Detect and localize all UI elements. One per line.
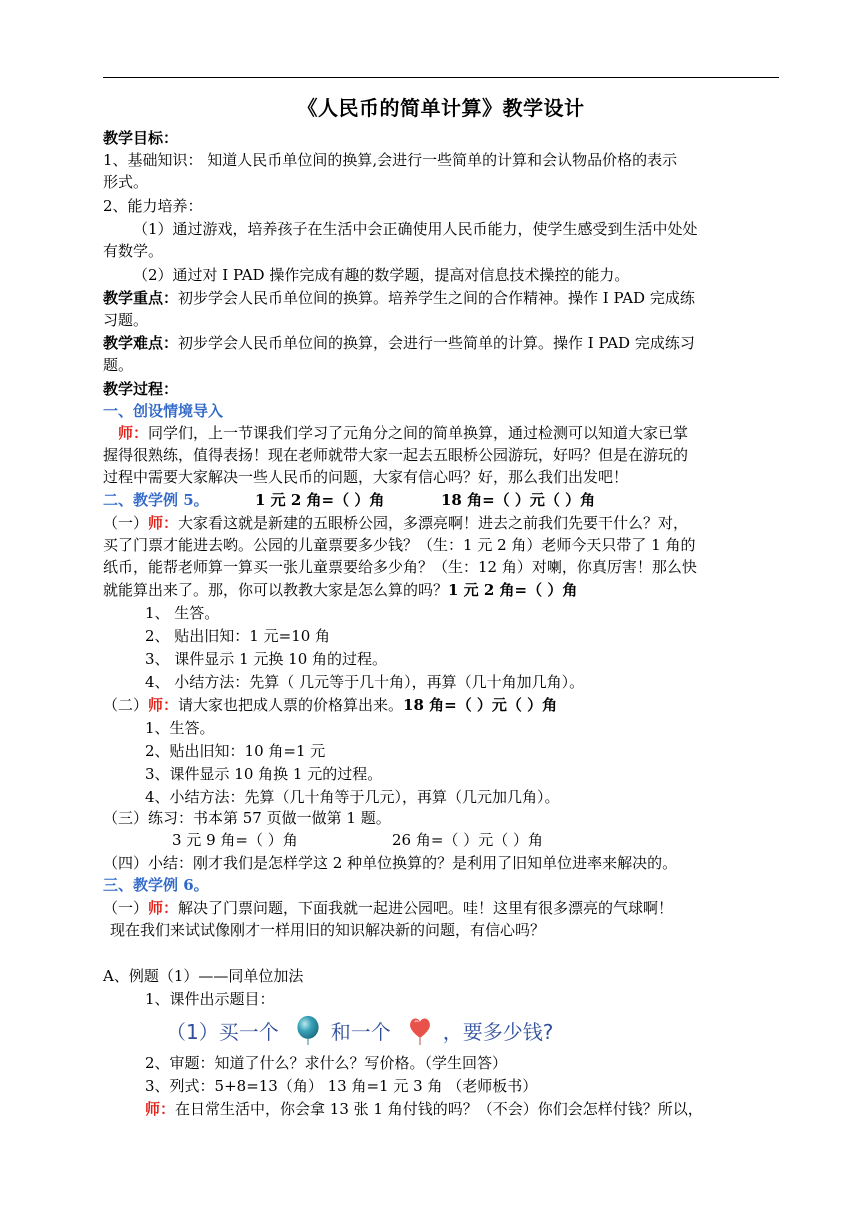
part1-item-1: 1、 生答。	[145, 604, 220, 622]
part2-item-4: 4、小结方法：先算（几十角等于几元），再算（几元加几角）。	[145, 788, 560, 806]
last-text: 在日常生活中，你会拿 13 张 1 角付钱的吗？（不会）你们会怎样付钱？所以，	[175, 1100, 703, 1118]
example-a-item-2: 2、审题：知道了什么？求什么？写价格。（学生回答）	[145, 1054, 508, 1072]
section3-heading: 三、教学例 6。	[103, 876, 209, 894]
section3-prefix: （一）	[103, 899, 149, 917]
goal-line-1b: 形式。	[103, 173, 149, 191]
section1-text-a: 同学们，上一节课我们学习了元角分之间的简单换算，通过检测可以知道大家已掌	[148, 424, 689, 442]
part2-item-3: 3、课件显示 10 角换 1 元的过程。	[145, 765, 383, 783]
goal-line-2: 2、能力培养：	[103, 197, 203, 215]
section2-heading-row	[103, 489, 209, 511]
page-title: 《人民币的简单计算》教学设计	[297, 96, 585, 120]
difficulty-text-b: 题。	[103, 356, 134, 374]
section2-question-1: 1 元 2 角=（ ）角	[255, 491, 385, 509]
part1-line-a	[103, 512, 688, 534]
part4-text: （四）小结：刚才我们是怎样学这 2 种单位换算的？是利用了旧知单位进率来解决的。	[103, 854, 678, 872]
key-point-text-b: 习题。	[103, 311, 149, 329]
teacher-label: 师：	[148, 514, 179, 532]
part2-item-1: 1、生答。	[145, 719, 215, 737]
section2-heading: 二、教学例 5。	[103, 491, 209, 509]
goal-line-4: （2）通过对 I PAD 操作完成有趣的数学题，提高对信息技术操控的能力。	[133, 266, 630, 284]
part1-text-c: 纸币，能帮老师算一算买一张儿童票要给多少角？（生：12 角）对喇，你真厉害！那么快	[103, 558, 697, 576]
section1-line-a	[118, 422, 688, 444]
difficulty-label: 教学难点：	[103, 334, 179, 352]
part1-text-b: 买了门票才能进去哟。公园的儿童票要多少钱？（生：1 元 2 角）老师今天只带了 1 角的	[103, 536, 696, 554]
goal-line-3b: 有数学。	[103, 242, 164, 260]
goal-line-1a: 1、基础知识： 知道人民币单位间的换算,会进行一些简单的计算和会认物品价格的表示	[103, 151, 678, 169]
section1-text-b: 握得很熟练，值得表扬！现在老师就带大家一起去五眼桥公园游玩，好吗？但是在游玩的	[103, 446, 689, 464]
example-a-heading: A、例题（1）——同单位加法	[103, 967, 304, 985]
part2-text: 请大家也把成人票的价格算出来。	[178, 696, 404, 714]
example-a-item-3: 3、列式：5+8=13（角） 13 角=1 元 3 角 （老师板书）	[145, 1077, 538, 1095]
teal-balloon-icon	[293, 1015, 323, 1045]
teacher-label: 师：	[148, 696, 179, 714]
question-mid: 和一个	[330, 1019, 391, 1044]
part1-item-2: 2、 贴出旧知：1 元=10 角	[145, 627, 331, 645]
part3-question-2: 26 角=（ ）元（ ）角	[392, 831, 543, 849]
section1-text-c: 过程中需要大家解决一些人民币的问题，大家有信心吗？好，那么我们出发吧！	[103, 468, 629, 486]
teacher-label: 师：	[118, 424, 149, 442]
part2-question: 18 角=（ ）元（ ）角	[403, 696, 558, 714]
header-rule	[103, 77, 779, 78]
process-heading: 教学过程：	[103, 380, 179, 398]
part2-item-2: 2、贴出旧知：10 角=1 元	[145, 742, 326, 760]
teacher-label: 师：	[145, 1100, 176, 1118]
example-a-item-1: 1、课件出示题目：	[145, 990, 275, 1008]
section1-heading: 一、创设情境导入	[103, 402, 224, 420]
section2-question-2: 18 角=（ ）元（ ）角	[441, 491, 596, 509]
courseware-question	[166, 1012, 559, 1048]
part1-item-3: 3、 课件显示 1 元换 10 角的过程。	[145, 650, 388, 668]
part1-item-4: 4、 小结方法：先算（ 几元等于几十角），再算（几十角加几角）。	[145, 673, 585, 691]
goal-line-3a: （1）通过游戏，培养孩子在生活中会正确使用人民币能力，使学生感受到生活中处处	[133, 220, 698, 238]
difficulty-line-a	[103, 332, 695, 354]
difficulty-text-a: 初步学会人民币单位间的换算，会进行一些简单的计算。操作 I PAD 完成练习	[178, 334, 695, 352]
part3-text: （三）练习：书本第 57 页做一做第 1 题。	[103, 809, 391, 827]
question-prefix: （1）买一个	[166, 1019, 279, 1044]
part1-question: 1 元 2 角=（ ）角	[448, 581, 578, 599]
goals-heading: 教学目标：	[103, 129, 179, 147]
section3-line-a	[103, 897, 673, 919]
section3-text-a: 解决了门票问题，下面我就一起进公园吧。哇！这里有很多漂亮的气球啊！	[178, 899, 674, 917]
part3-question-1: 3 元 9 角=（ ）角	[172, 831, 298, 849]
part1-prefix: （一）	[103, 514, 149, 532]
heart-balloon-icon	[405, 1015, 435, 1045]
part1-line-d	[103, 579, 577, 601]
last-line	[145, 1098, 703, 1120]
section3-text-b: 现在我们来试试像刚才一样用旧的知识解决新的问题，有信心吗？	[110, 921, 546, 939]
key-point-line-a	[103, 287, 695, 309]
part1-text-d: 就能算出来了。那，你可以教教大家是怎么算的吗？	[103, 581, 449, 599]
key-point-label: 教学重点：	[103, 289, 179, 307]
key-point-text-a: 初步学会人民币单位间的换算。培养学生之间的合作精神。操作 I PAD 完成练	[178, 289, 695, 307]
teacher-label: 师：	[148, 899, 179, 917]
question-end: ，要多少钱?	[442, 1019, 554, 1044]
part2-line	[103, 694, 557, 716]
part2-prefix: （二）	[103, 696, 149, 714]
part1-text-a: 大家看这就是新建的五眼桥公园，多漂亮啊！进去之前我们先要干什么？对，	[178, 514, 689, 532]
